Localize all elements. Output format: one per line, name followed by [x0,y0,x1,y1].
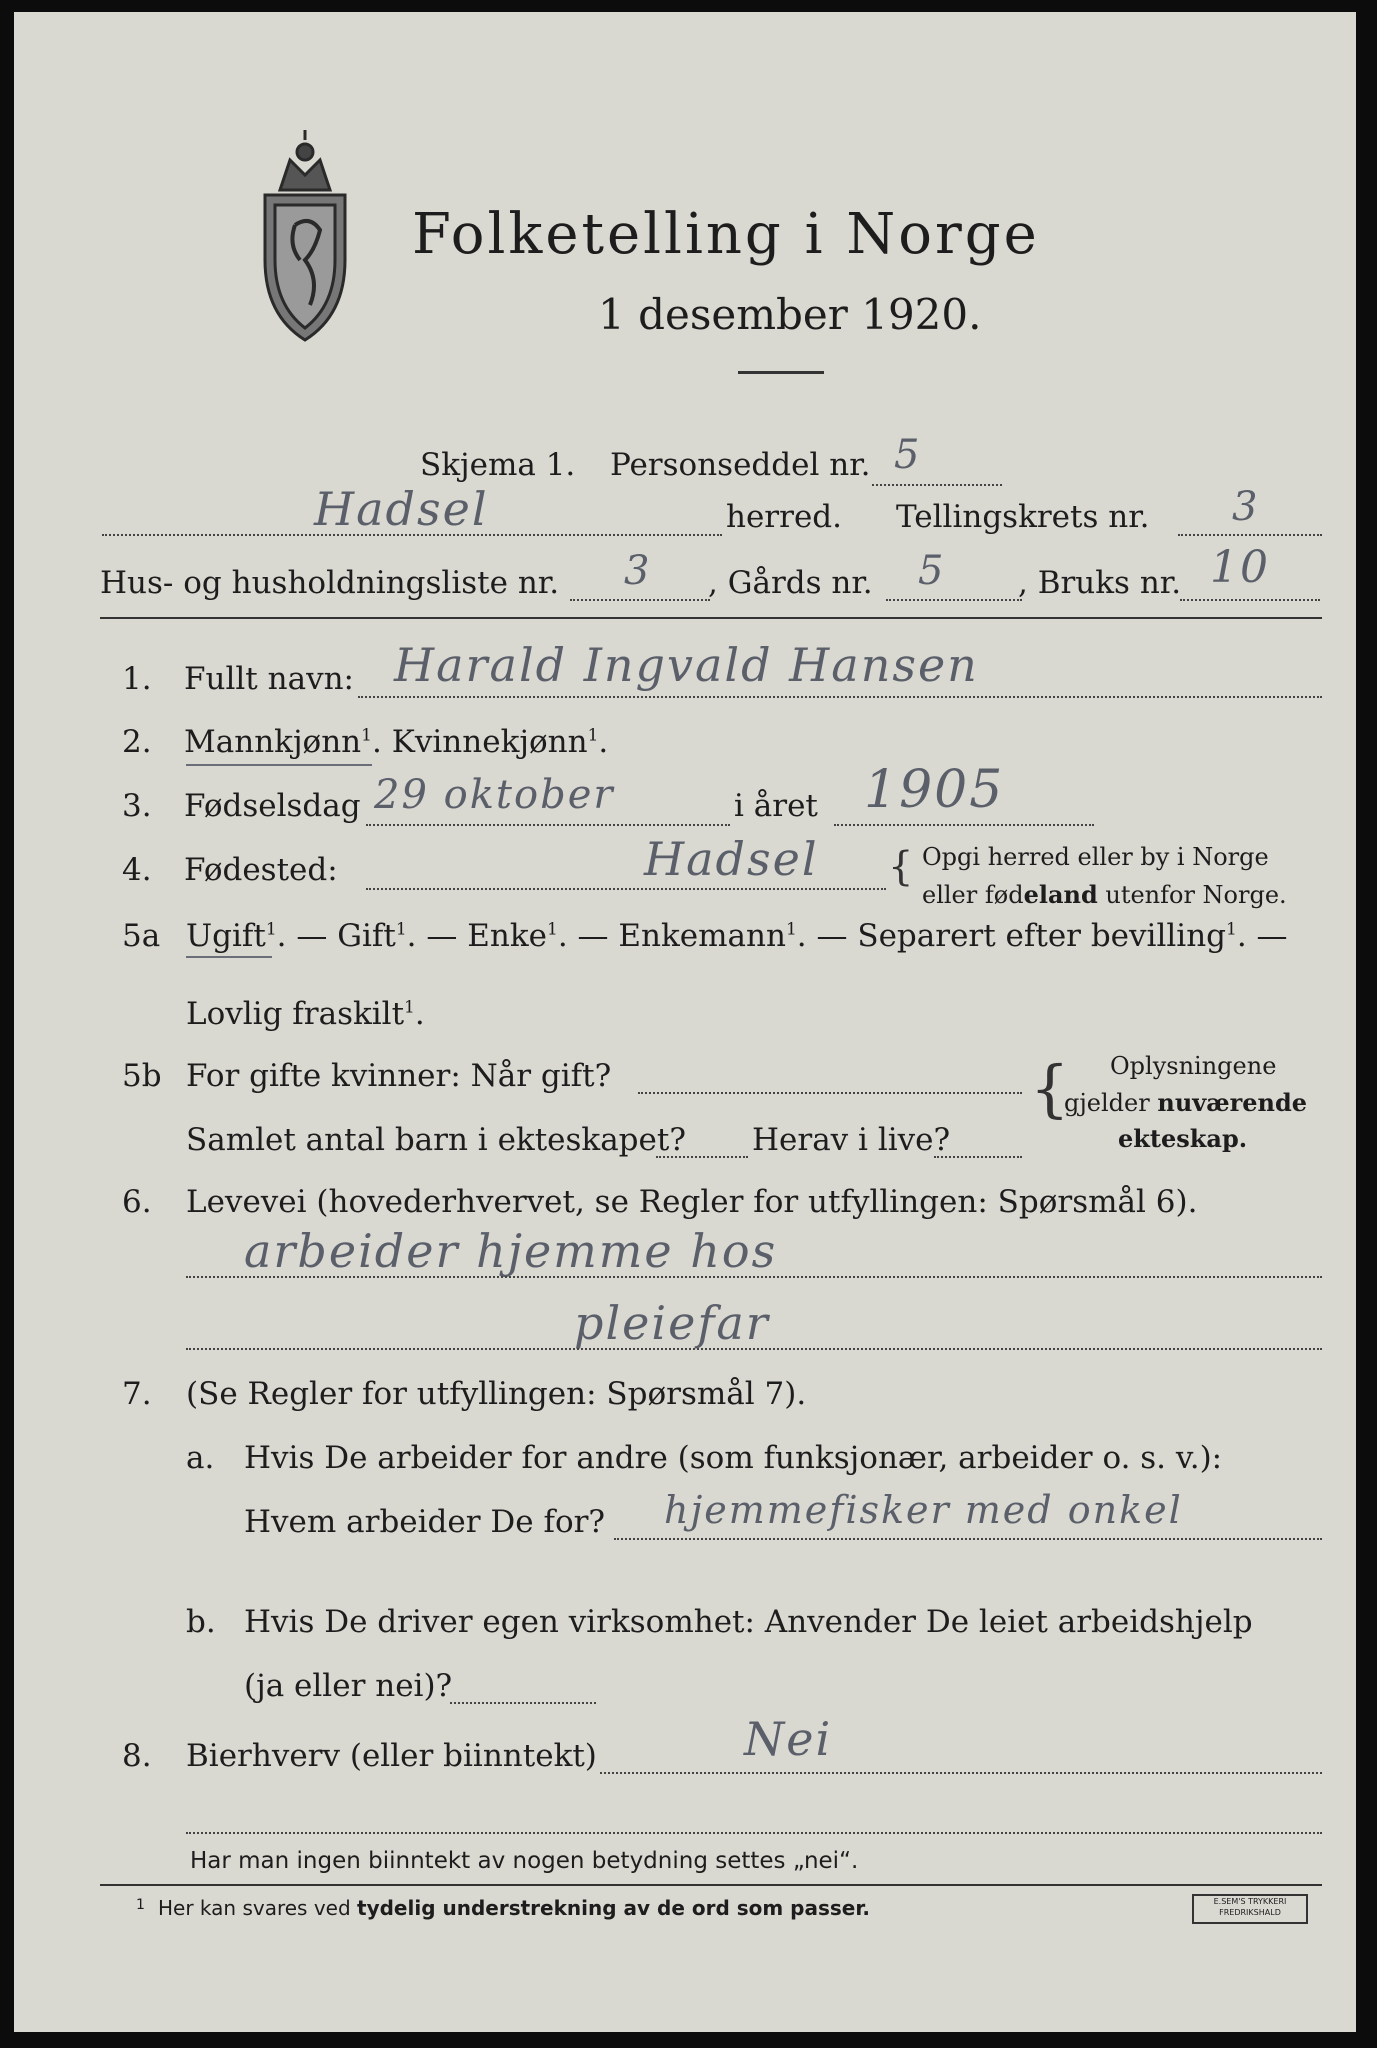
q4-label: Fødested: [184,852,338,888]
gards-label: , Gårds nr. [708,565,873,601]
q7a-value: hjemmefisker med onkel [664,1488,1183,1532]
q5b-number: 5b [122,1058,162,1094]
q6-value-line2: pleiefar [574,1296,770,1350]
q6-label: Levevei (hovederhvervet, se Regler for utfyllingen: Spørsmål 6). [186,1184,1198,1220]
footnote-text: Her kan svares ved tydelig understrekning av de ord som passer. [158,1896,870,1920]
husliste-value: 3 [624,548,652,594]
q4-value: Hadsel [644,832,819,886]
q6-line2 [186,1348,1322,1350]
census-date: 1 desember 1920. [598,290,982,339]
q2-option-mannkjonn[interactable]: Mannkjønn [184,724,362,760]
q7a-letter: a. [186,1440,215,1476]
q3-number: 3. [122,788,152,824]
q5a-option-gift[interactable]: Gift [337,918,396,954]
q3-year-label: i året [734,788,818,824]
q7a-line [614,1538,1322,1540]
q4-brace: { [888,844,914,890]
q6-value-line1: arbeider hjemme hos [244,1224,778,1278]
q1-line [358,696,1322,698]
q5b-note-line1: Oplysningene [1110,1052,1277,1080]
q5a-option-fraskilt[interactable]: Lovlig fraskilt [186,996,405,1032]
q3-day-line [366,824,730,826]
tellingskrets-value: 3 [1232,484,1260,530]
printer-stamp: E.SEM'S TRYKKERI FREDRIKSHALD [1192,1894,1308,1924]
q5b-barn-line [656,1156,748,1158]
title-divider [738,371,824,374]
q7a-line1: Hvis De arbeider for andre (som funksjonær, arbeider o. s. v.): [244,1440,1223,1476]
q7-number: 7. [122,1376,152,1412]
q3-year-value: 1905 [864,760,1005,820]
tellingskrets-label: Tellingskrets nr. [896,499,1150,535]
schema-label: Skjema 1. [420,447,576,483]
q5b-gift-line [638,1092,1022,1094]
personseddel-label: Personseddel nr. [610,447,871,483]
nei-note: Har man ingen biinntekt av nogen betydning settes „nei“. [190,1848,859,1874]
tellingskrets-line [1178,534,1322,536]
q8-label: Bierhverv (eller biinntekt) [186,1738,597,1774]
q2-option-kvinnekjonn[interactable]: Kvinnekjønn [391,724,588,760]
q3-label: Fødselsdag [184,788,361,824]
q5a-option-separert[interactable]: Separert efter bevilling [857,918,1227,954]
q8-value: Nei [744,1712,833,1766]
husliste-label: Hus- og husholdningsliste nr. [100,565,560,601]
form-title: Folketelling i Norge [412,202,1040,267]
q4-note-line1: Opgi herred eller by i Norge [922,843,1269,871]
q5a-line2: Lovlig fraskilt$^1$. [186,996,425,1032]
herred-value: Hadsel [314,482,489,536]
husliste-line [570,599,710,601]
q7-label: (Se Regler for utfyllingen: Spørsmål 7). [186,1376,807,1412]
q4-number: 4. [122,852,152,888]
herred-label: herred. [726,499,842,535]
q5b-barn-label: Samlet antal barn i ekteskapet? [186,1122,686,1158]
q3-day-value: 29 oktober [374,772,615,818]
q7b-line1: Hvis De driver egen virksomhet: Anvender De leiet arbeidshjelp [244,1604,1253,1640]
q5b-note-line3: ekteskap. [1118,1124,1248,1153]
q8-line2 [186,1832,1322,1834]
q5b-gifte-label: For gifte kvinner: Når gift? [186,1058,612,1094]
q5a-options: Ugift$^1$. — Gift$^1$. — Enke$^1$. — Enkemann$^1$. — Separert efter bevilling$^1$. — [186,918,1288,954]
footer-rule [100,1884,1322,1886]
bruks-value: 10 [1210,542,1270,593]
q2-number: 2. [122,724,152,760]
gards-line [886,599,1022,601]
census-form [14,12,1356,2032]
q1-value: Harald Ingvald Hansen [394,638,979,692]
q8-line [600,1772,1322,1774]
q4-note-line2: eller fødeland utenfor Norge. [922,880,1287,909]
bruks-line [1180,599,1320,601]
q5a-option-enke[interactable]: Enke [467,918,547,954]
personseddel-line [872,484,1002,486]
footnote-number: 1 [136,1897,145,1913]
personseddel-value: 5 [894,432,922,478]
bruks-label: , Bruks nr. [1018,565,1182,601]
q7b-line [450,1702,596,1704]
gards-value: 5 [918,548,946,594]
q2-underline-mark [186,764,372,766]
q6-number: 6. [122,1184,152,1220]
q8-number: 8. [122,1738,152,1774]
q1-label: Fullt navn: [184,661,354,697]
q3-year-line [834,824,1094,826]
header-rule [100,617,1322,619]
q4-line [366,888,886,890]
q5b-brace: { [1030,1052,1070,1125]
q1-number: 1. [122,661,152,697]
q7a-line2: Hvem arbeider De for? [244,1504,606,1540]
q2-options: Mannkjønn$^1$. Kvinnekjønn$^1$. [184,724,609,760]
q5a-option-enkemann[interactable]: Enkemann [618,918,786,954]
q5a-option-ugift[interactable]: Ugift [186,918,266,954]
q5b-ilive-label: Herav i live? [752,1122,951,1158]
q5b-ilive-line [934,1156,1022,1158]
q7b-line2: (ja eller nei)? [244,1668,453,1704]
q5a-number: 5a [122,918,161,954]
q6-line1 [186,1276,1322,1278]
norway-coat-of-arms-icon [250,130,360,345]
q7b-letter: b. [186,1604,216,1640]
q5a-underline-mark [186,956,272,958]
q5b-note-line2: gjelder nuværende [1064,1088,1308,1117]
